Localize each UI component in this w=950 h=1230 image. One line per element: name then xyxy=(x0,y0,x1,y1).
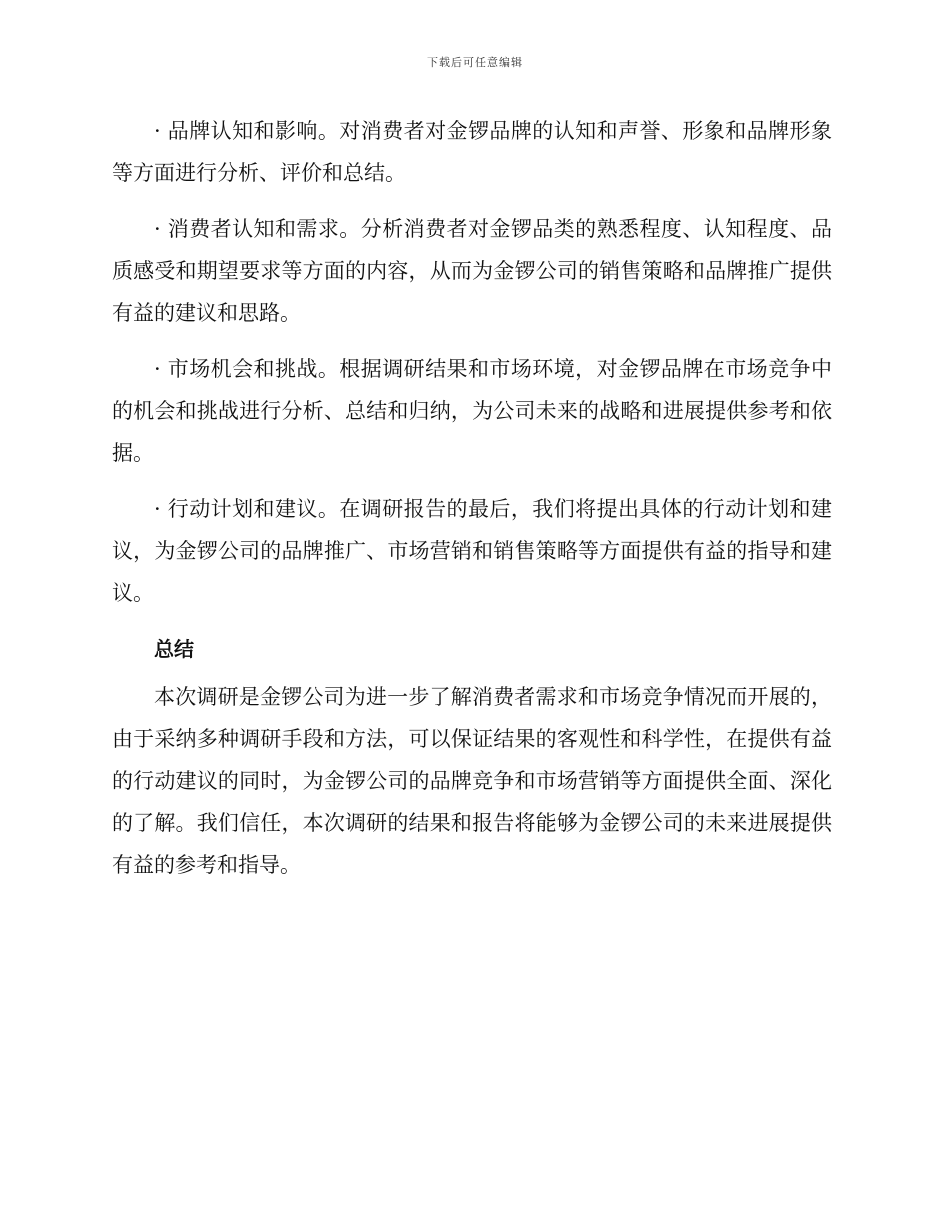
summary-paragraph: 本次调研是金锣公司为进一步了解消费者需求和市场竞争情况而开展的，由于采纳多种调研手段和方法，可以保证结果的客观性和科学性，在提供有益的行动建议的同时，为金锣公司的品牌竞争和市场营销等方面提供全面、深化的了解。我们信任，本次调研的结果和报告将能够为金锣公司的未来进展提供有益的参考和指导。 xyxy=(112,685,832,877)
document-body xyxy=(112,110,832,900)
bullet-paragraph-brand: · 品牌认知和影响。对消费者对金锣品牌的认知和声誉、形象和品牌形象等方面进行分析、评价和总结。 xyxy=(112,119,832,185)
bullet-paragraph-action: · 行动计划和建议。在调研报告的最后，我们将提出具体的行动计划和建议，为金锣公司的品牌推广、市场营销和销售策略等方面提供有益的指导和建议。 xyxy=(112,497,832,605)
bullet-paragraph-consumer: · 消费者认知和需求。分析消费者对金锣品类的熟悉程度、认知程度、品质感受和期望要求等方面的内容，从而为金锣公司的销售策略和品牌推广提供有益的建议和思路。 xyxy=(112,217,832,325)
bullet-paragraph-market: · 市场机会和挑战。根据调研结果和市场环境，对金锣品牌在市场竞争中的机会和挑战进行分析、总结和归纳，为公司未来的战略和进展提供参考和依据。 xyxy=(112,357,832,465)
header-note: 下载后可任意编辑 xyxy=(427,56,523,69)
summary-heading: 总结 xyxy=(154,637,194,661)
